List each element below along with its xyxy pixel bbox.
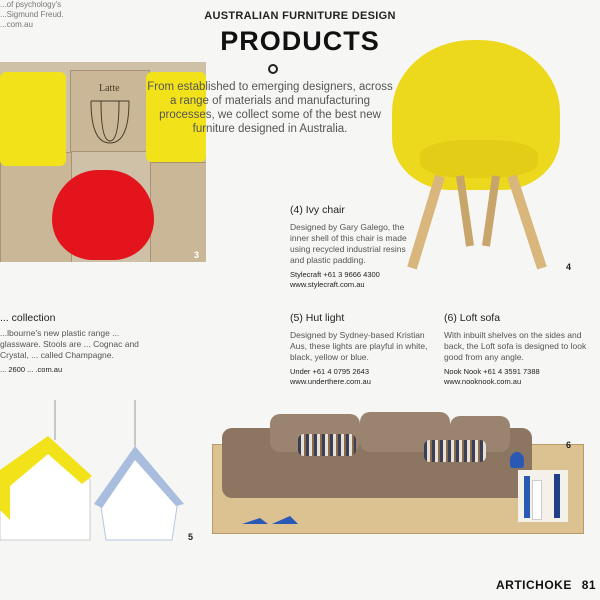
box-right: [150, 162, 206, 262]
ivy-chair-legs: [400, 168, 560, 272]
item-ivy-chair: [290, 204, 410, 290]
item-website: www.underthere.com.au: [290, 377, 371, 386]
hut-lights: [0, 400, 200, 550]
collection-contact: ... 2600 ... .com.au: [0, 365, 63, 374]
item-title: Hut light: [305, 312, 345, 324]
item-title: Ivy chair: [305, 204, 345, 216]
collection-cut-text: [0, 312, 140, 375]
item-title: Loft sofa: [459, 312, 501, 324]
item-body: With inbuilt shelves on the sides and back, the Loft sofa is designed to look good from any angle.: [444, 330, 587, 362]
item-number: (5): [290, 312, 303, 324]
yellow-stool-left: [0, 72, 66, 166]
latte-label: Latte: [99, 83, 120, 94]
item-contact: Nook Nook +61 4 3591 7388: [444, 367, 540, 376]
item-contact: Stylecraft +61 3 9666 4300: [290, 270, 380, 279]
cut-line: ...of psychology's: [0, 0, 62, 9]
figure-number-6: 6: [566, 440, 572, 450]
intro-paragraph: From established to emerging designers, across a range of materials and manufacturing processes, we collect some of the best new furniture designed in Australia.: [147, 81, 393, 135]
cut-line: ...com.au: [0, 20, 33, 29]
item-loft-sofa: [444, 312, 589, 387]
item-body: Designed by Gary Galego, the inner shell of this chair is made using recycled industrial resins and plastic padding.: [290, 222, 407, 265]
item-hut-light: [290, 312, 435, 387]
figure-number-3: 3: [194, 250, 200, 260]
decorative-dot: [268, 64, 278, 74]
blue-vase: [510, 452, 524, 468]
figure-number-4: 4: [566, 262, 572, 272]
striped-pillow: [424, 440, 486, 462]
item-website: www.nooknook.com.au: [444, 377, 522, 386]
page-number: 81: [581, 578, 597, 592]
sofa-shelf-books: [518, 470, 568, 522]
latte-stool-drawing: [71, 71, 149, 151]
cut-line: ...Sigmund Freud.: [0, 10, 64, 19]
figure-number-5: 5: [188, 532, 194, 542]
collection-title: ... collection: [0, 312, 56, 324]
footer: [496, 578, 596, 592]
page-title: PRODUCTS: [220, 26, 380, 56]
item-website: www.stylecraft.com.au: [290, 280, 365, 289]
cut-text-top-left: [0, 0, 120, 30]
red-stool: [52, 170, 154, 260]
item-body: Designed by Sydney-based Kristian Aus, these lights are playful in white, black, yellow or blue.: [290, 330, 428, 362]
shoes: [238, 510, 308, 530]
item-number: (6): [444, 312, 457, 324]
collection-body: ...lbourne's new plastic range ... glassware. Stools are ... Cognac and Crystal, ... called Champagne.: [0, 328, 139, 360]
item-number: (4): [290, 204, 303, 216]
magazine-name: ARTICHOKE: [496, 578, 572, 592]
section-kicker: AUSTRALIAN FURNITURE DESIGN: [204, 10, 396, 22]
striped-pillow: [298, 434, 356, 456]
item-contact: Under +61 4 0795 2643: [290, 367, 370, 376]
latte-box: [70, 70, 150, 152]
